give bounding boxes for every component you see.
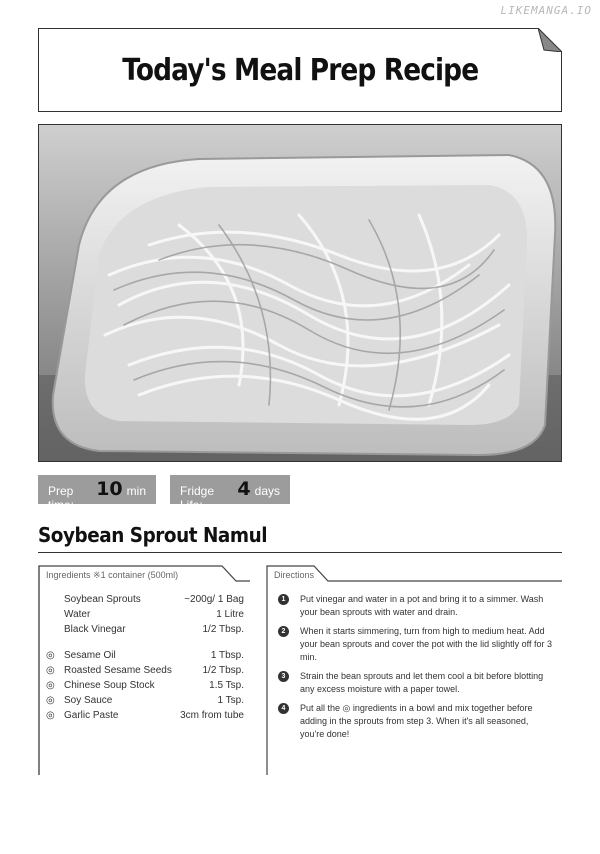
- prep-time-unit: min: [126, 484, 146, 498]
- recipe-title: Soybean Sprout Namul: [38, 523, 268, 547]
- direction-step: [278, 625, 554, 664]
- sauce-ingredient-row: [46, 663, 246, 678]
- ingredients-panel: [38, 565, 250, 775]
- ingredient-row: [46, 622, 246, 637]
- ingredient-name: Soy Sauce: [64, 695, 113, 706]
- prep-time-value: 10: [96, 478, 123, 500]
- ingredient-row: [46, 607, 246, 622]
- title-divider: [38, 552, 562, 553]
- step-text: Put vinegar and water in a pot and bring it to a simmer. Wash your bean sprouts with water and drain.: [300, 594, 544, 617]
- directions-panel: [266, 565, 562, 775]
- ingredient-name: Water: [64, 609, 91, 620]
- ingredient-name: Chinese Soup Stock: [64, 680, 155, 691]
- sauce-ingredient-row: [46, 648, 246, 663]
- fridge-life-label: Fridge Life:: [180, 484, 215, 512]
- ingredient-qty: 1/2 Tbsp.: [202, 624, 244, 635]
- ingredient-qty: ~200g/ 1 Bag: [184, 594, 244, 605]
- ingredient-qty: 3cm from tube: [180, 710, 244, 721]
- direction-step: [278, 702, 554, 741]
- title-banner: [38, 28, 562, 112]
- watermark: LIKEMANGA.IO: [500, 4, 592, 17]
- step-text: Strain the bean sprouts and let them cool a bit before blotting any excess moisture with a paper towel.: [300, 671, 544, 694]
- prep-time-label: Prep time:: [48, 484, 75, 512]
- ingredient-qty: 1 Tsp.: [217, 695, 244, 706]
- ingredients-header: Ingredients ※1 container (500ml): [46, 570, 179, 580]
- step-text: When it starts simmering, turn from high to medium heat. Add your bean sprouts and cover the pot with the lid slightly off for 3 min.: [300, 626, 552, 662]
- step-number-icon: 4: [278, 703, 289, 714]
- direction-step: [278, 593, 554, 619]
- page-corner-fold-icon: [538, 28, 562, 52]
- double-circle-icon: ◎: [46, 710, 55, 721]
- ingredient-name: Garlic Paste: [64, 710, 119, 721]
- ingredient-qty: 1 Litre: [216, 609, 244, 620]
- page-title: Today's Meal Prep Recipe: [122, 52, 478, 88]
- double-circle-icon: ◎: [46, 665, 55, 676]
- ingredient-row: [46, 592, 246, 607]
- ingredient-qty: 1 Tbsp.: [210, 650, 244, 661]
- sauce-ingredient-row: [46, 708, 246, 723]
- double-circle-icon: ◎: [46, 650, 55, 661]
- ingredient-qty: 1/2 Tbsp.: [202, 665, 244, 676]
- sauce-ingredient-row: [46, 693, 246, 708]
- ingredient-qty: 1.5 Tsp.: [209, 680, 244, 691]
- fridge-life-value: 4: [237, 478, 251, 500]
- prep-time-badge: [38, 475, 156, 512]
- ingredient-name: Roasted Sesame Seeds: [64, 665, 172, 676]
- ingredient-name: Soybean Sprouts: [64, 594, 141, 605]
- ingredients-list: [46, 592, 246, 723]
- step-number-icon: 2: [278, 626, 289, 637]
- fridge-life-badge: [170, 475, 290, 512]
- step-number-icon: 3: [278, 671, 289, 682]
- sauce-ingredient-row: [46, 678, 246, 693]
- ingredient-name: Sesame Oil: [64, 650, 116, 661]
- fridge-life-unit: days: [254, 484, 280, 498]
- step-number-icon: 1: [278, 594, 289, 605]
- double-circle-icon: ◎: [46, 695, 55, 706]
- direction-step: [278, 670, 554, 696]
- recipe-photo: [38, 124, 562, 462]
- directions-list: [278, 593, 554, 747]
- double-circle-icon: ◎: [46, 680, 55, 691]
- ingredient-name: Black Vinegar: [64, 624, 126, 635]
- directions-header: Directions: [274, 570, 315, 580]
- step-text: Put all the ◎ ingredients in a bowl and mix together before adding in the sprouts from step 3. When it's all seasoned, you're done!: [300, 703, 533, 739]
